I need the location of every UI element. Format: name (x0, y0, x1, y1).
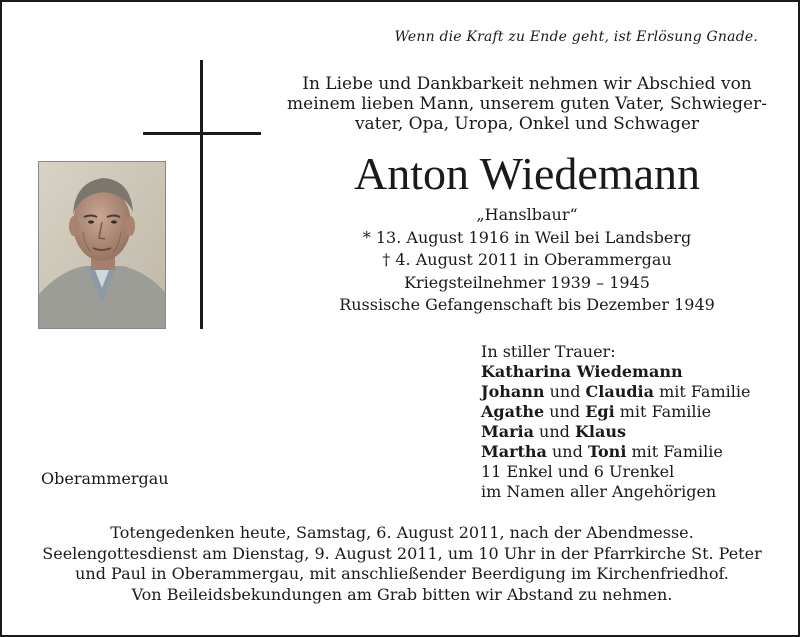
conjunction: und (533, 422, 575, 441)
footer-line: Totengedenken heute, Samstag, 6. August 2011, nach der Abendmesse. (110, 523, 694, 542)
family-suffix: mit Familie (654, 382, 751, 401)
relatives-line: im Namen aller Angehörigen (481, 482, 717, 501)
mourner-line (481, 422, 750, 442)
captivity-line: Russische Gefangenschaft bis Dezember 1949 (339, 295, 715, 314)
conjunction: und (546, 442, 588, 461)
biography (272, 204, 782, 317)
family-suffix: mit Familie (614, 402, 712, 421)
mourner-line (481, 362, 750, 382)
death-line: † 4. August 2011 in Oberammergau (382, 250, 672, 269)
grandchildren-line: 11 Enkel und 6 Urenkel (481, 462, 675, 481)
footer-line: Seelengottesdienst am Dienstag, 9. August 2011, um 10 Uhr in der Pfarrkirche St. Peter (42, 543, 762, 563)
mourner-name: Martha (481, 442, 547, 461)
cross-icon (200, 60, 203, 329)
intro-line: In Liebe und Dankbarkeit nehmen wir Abschied von (302, 74, 752, 94)
deceased-name: Anton Wiedemann (353, 148, 701, 199)
intro-line: vater, Opa, Uropa, Onkel und Schwager (354, 114, 700, 134)
farewell-intro (272, 74, 782, 134)
mourner-line (481, 402, 750, 422)
mourner-name: Katharina Wiedemann (481, 362, 683, 381)
mourner-name: Toni (587, 442, 627, 461)
mourning-intro: In stiller Trauer: (481, 342, 616, 361)
footer-line: und Paul in Oberammergau, mit anschließender Beerdigung im Kirchenfriedhof. (75, 564, 729, 583)
cross-icon-bar (143, 132, 261, 135)
mourner-name: Agathe (481, 402, 545, 421)
birth-line: * 13. August 1916 in Weil bei Landsberg (362, 227, 692, 247)
conjunction: und (544, 382, 586, 401)
mourner-line (481, 442, 750, 462)
footer-line: Von Beileidsbekundungen am Grab bitten wir Abstand zu nehmen. (131, 584, 673, 604)
mourners-list (481, 342, 750, 502)
mourner-name: Claudia (585, 382, 654, 401)
mourner-name: Maria (481, 422, 534, 441)
mourner-line (481, 382, 750, 402)
place-of-publication: Oberammergau (41, 469, 169, 488)
motto: Wenn die Kraft zu Ende geht, ist Erlösung Gnade. (394, 29, 758, 45)
nickname: „Hanslbaur“ (476, 205, 578, 224)
war-service-line: Kriegsteilnehmer 1939 – 1945 (404, 272, 650, 292)
mourner-name: Klaus (574, 422, 626, 441)
conjunction: und (544, 402, 586, 421)
portrait-image (39, 162, 165, 328)
portrait-photo (38, 161, 166, 329)
service-details (12, 523, 792, 605)
family-suffix: mit Familie (626, 442, 723, 461)
mourner-name: Egi (585, 402, 615, 421)
mourner-name: Johann (481, 382, 545, 401)
intro-line: meinem lieben Mann, unserem guten Vater, Schwieger- (287, 94, 767, 114)
